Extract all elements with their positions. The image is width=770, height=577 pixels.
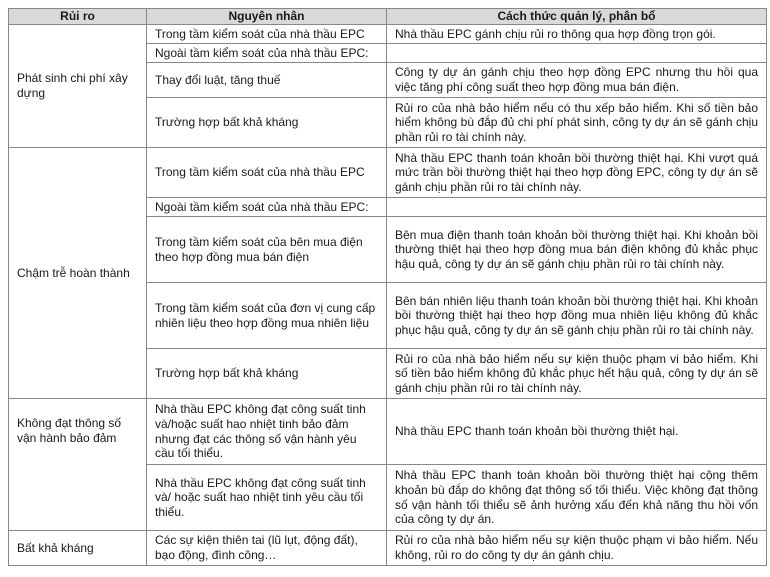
- cause-cell: Trường hợp bất khả kháng: [147, 98, 387, 148]
- management-cell: Nhà thầu EPC thanh toán khoản bồi thường thiệt hại.: [387, 399, 767, 465]
- risk-cell: Không đạt thông số vận hành bảo đảm: [9, 399, 147, 531]
- management-cell: [387, 198, 767, 217]
- header-management: Cách thức quản lý, phân bổ: [387, 9, 767, 25]
- management-cell: Nhà thầu EPC thanh toán khoản bồi thường thiệt hại cộng thêm khoản bù đắp do không đạt thông số tối thiểu. Việc không đạt thông số vận hành tối thiểu sẽ ảnh hưởng xấu đến khả năng thu hồi vốn của công ty dự án.: [387, 465, 767, 531]
- management-cell: Công ty dự án gánh chịu theo hợp đồng EPC nhưng thu hồi qua việc tăng phí công suất theo hợp đồng mua bán điện.: [387, 63, 767, 98]
- management-cell: Nhà thầu EPC gánh chịu rủi ro thông qua hợp đồng trọn gói.: [387, 25, 767, 44]
- cause-cell: Các sự kiện thiên tai (lũ lụt, động đất), bạo động, đình công…: [147, 531, 387, 566]
- cause-cell: Trong tầm kiểm soát của bên mua điện theo hợp đồng mua bán điện: [147, 217, 387, 283]
- management-cell: Bên mua điện thanh toán khoản bồi thường thiệt hại. Khi khoản bồi thường thiệt hại theo hợp đồng mua bán điện không đủ khắc phục hậu quả, công ty dự án sẽ gánh chịu phần rủi ro tài chính này.: [387, 217, 767, 283]
- cause-cell: Trong tầm kiểm soát của nhà thầu EPC: [147, 148, 387, 198]
- header-risk: Rủi ro: [9, 9, 147, 25]
- risk-allocation-table: [8, 8, 767, 566]
- cause-cell: Nhà thầu EPC không đạt công suất tinh và/hoặc suất hao nhiệt tinh bảo đảm nhưng đạt các thông số vận hành yêu cầu tối thiểu.: [147, 399, 387, 465]
- cause-cell: Ngoài tầm kiểm soát của nhà thầu EPC:: [147, 198, 387, 217]
- management-cell: Rủi ro của nhà bảo hiểm nếu sự kiện thuộc phạm vi bảo hiểm. Khi số tiền bảo hiểm không đủ khắc phục hết hậu quả, công ty dự án sẽ gánh chịu phần rủi ro tài chính này.: [387, 349, 767, 399]
- table-row: [9, 531, 767, 566]
- cause-cell: Nhà thầu EPC không đạt công suất tinh và/ hoặc suất hao nhiệt tinh yêu cầu tối thiểu.: [147, 465, 387, 531]
- table-row: [9, 148, 767, 198]
- risk-cell: Chậm trễ hoàn thành: [9, 148, 147, 399]
- management-cell: Bên bán nhiên liệu thanh toán khoản bồi thường thiệt hại. Khi khoản bồi thường thiệt hại theo hợp đồng mua nhiên liệu không đủ khắc phục hậu quả, công ty dự án sẽ gánh chịu phần rủi ro tài chính này.: [387, 283, 767, 349]
- risk-cell: Phát sinh chi phí xây dựng: [9, 25, 147, 148]
- management-cell: Rủi ro của nhà bảo hiểm nếu có thu xếp bảo hiểm. Khi số tiền bảo hiểm không bù đắp đủ chi phí phát sinh, công ty dự án sẽ gánh chịu phần rủi ro tài chính này.: [387, 98, 767, 148]
- cause-cell: Trường hợp bất khả kháng: [147, 349, 387, 399]
- table-header-row: [9, 9, 767, 25]
- cause-cell: Thay đổi luật, tăng thuế: [147, 63, 387, 98]
- risk-cell: Bất khả kháng: [9, 531, 147, 566]
- table-row: [9, 399, 767, 465]
- management-cell: Rủi ro của nhà bảo hiểm nếu sự kiện thuộc phạm vi bảo hiểm. Nếu không, rủi ro do công ty dự án gánh chịu.: [387, 531, 767, 566]
- header-cause: Nguyên nhân: [147, 9, 387, 25]
- table-row: [9, 25, 767, 44]
- cause-cell: Trong tầm kiểm soát của nhà thầu EPC: [147, 25, 387, 44]
- risk-table-container: [8, 8, 766, 566]
- cause-cell: Trong tầm kiểm soát của đơn vị cung cấp nhiên liệu theo hợp đồng mua nhiên liệu: [147, 283, 387, 349]
- management-cell: [387, 44, 767, 63]
- management-cell: Nhà thầu EPC thanh toán khoản bồi thường thiệt hại. Khi vượt quá mức trần bồi thường thiệt hại theo hợp đồng EPC, công ty dự án sẽ gánh chịu phần rủi ro tài chính này.: [387, 148, 767, 198]
- cause-cell: Ngoài tầm kiểm soát của nhà thầu EPC:: [147, 44, 387, 63]
